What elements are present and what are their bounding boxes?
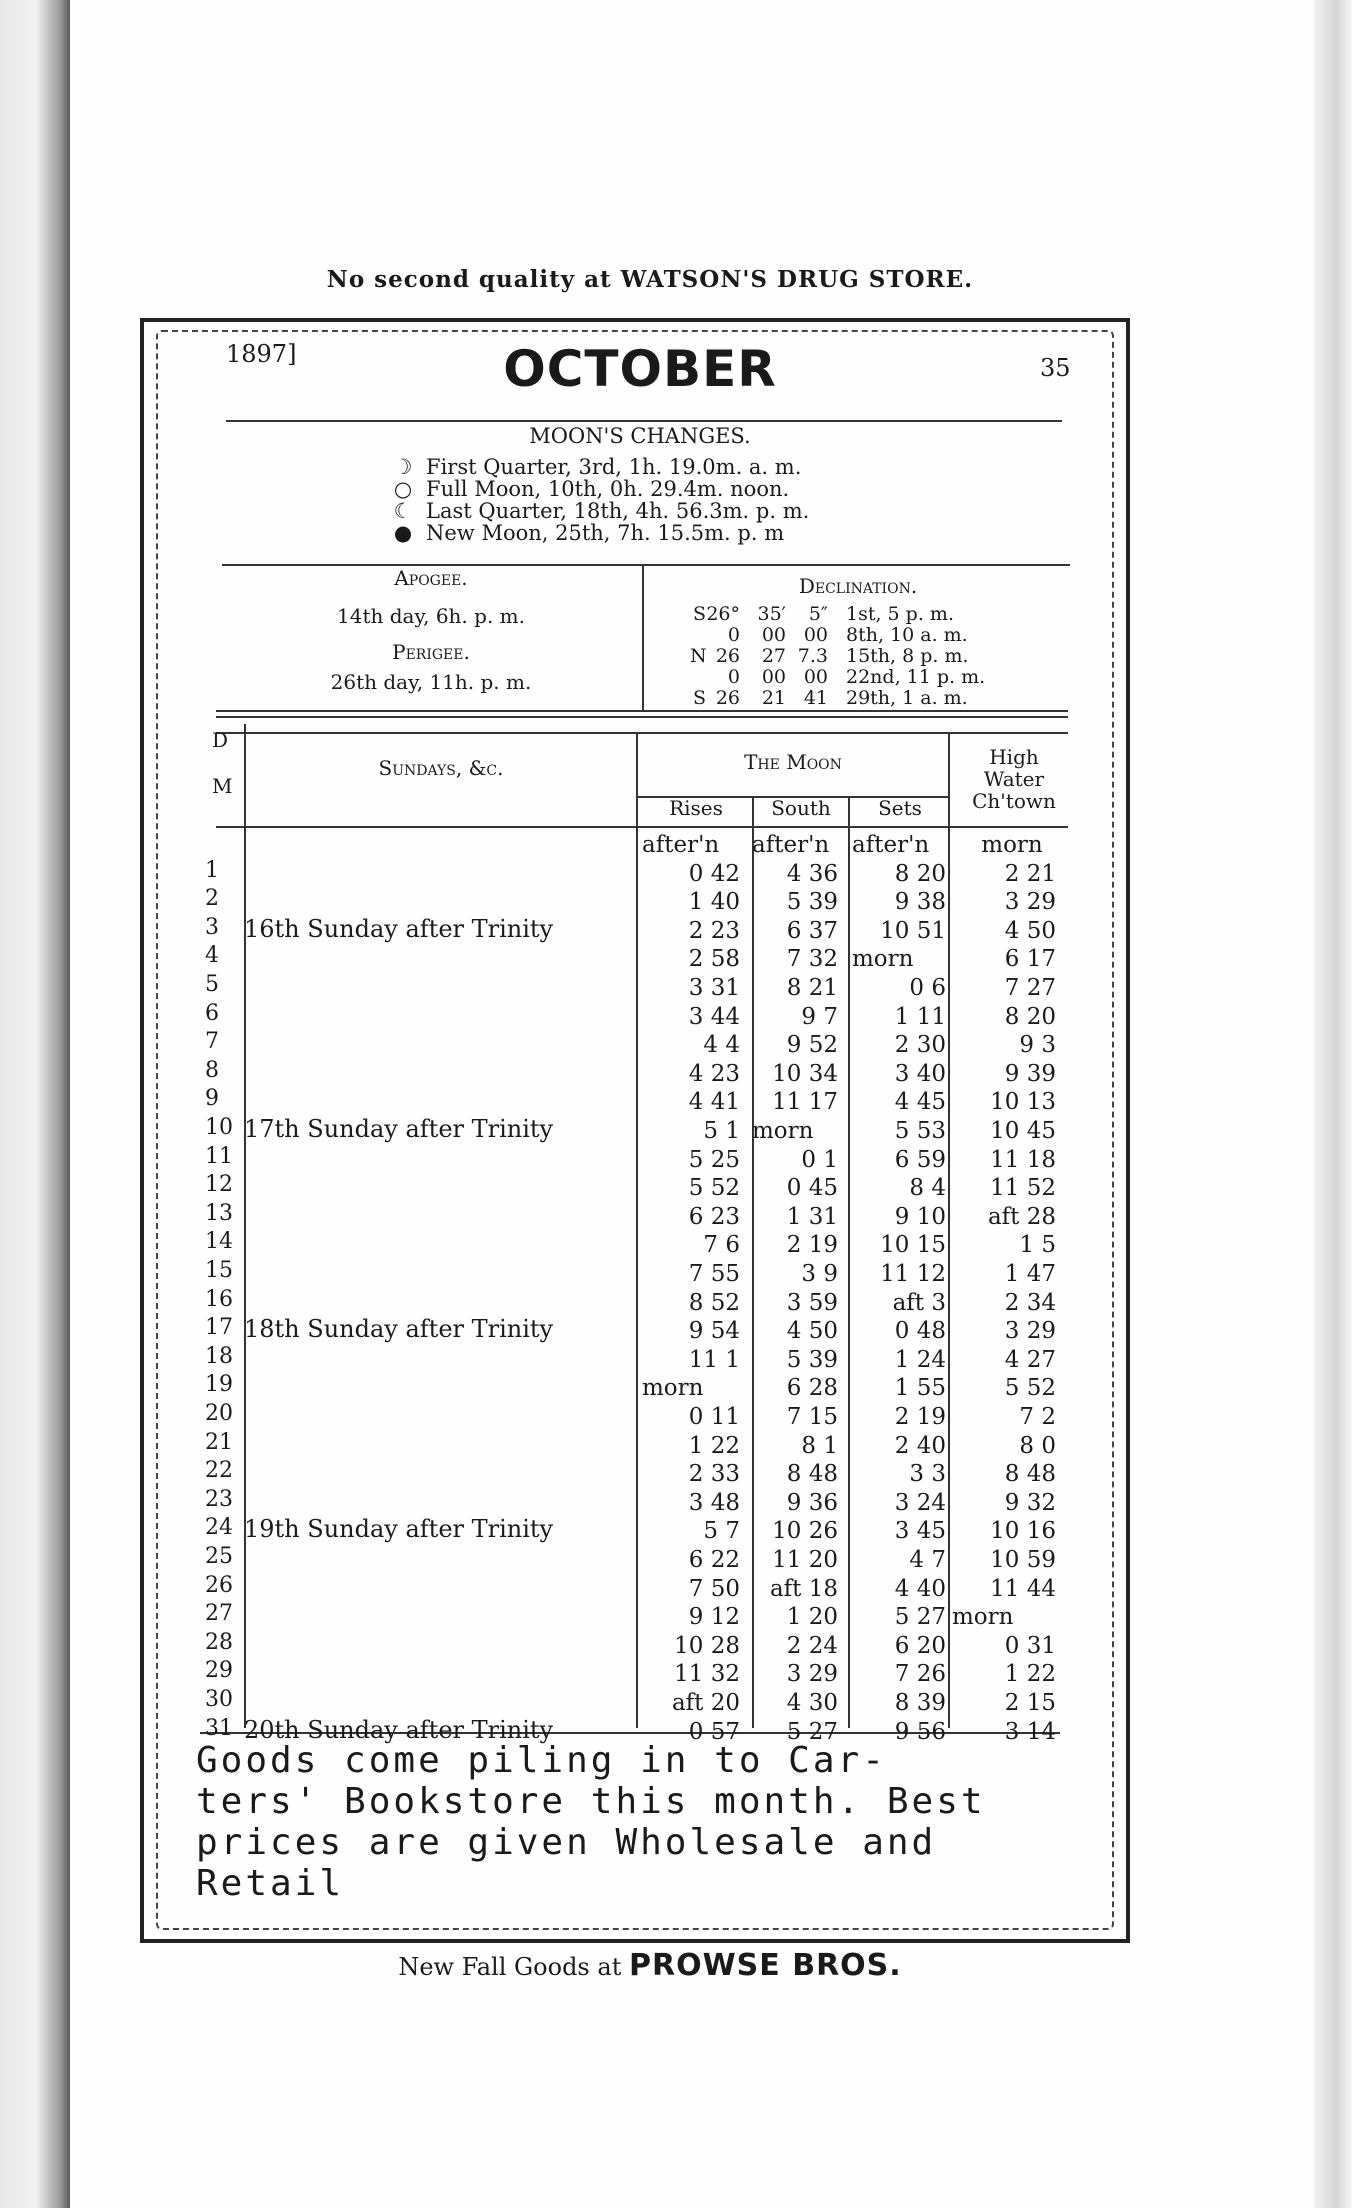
table-cell-s: 4 30 [786, 1690, 838, 1716]
table-cell-t: 2 19 [894, 1404, 946, 1430]
sunday-label: 18th Sunday after Trinity [244, 1315, 554, 1344]
table-cell-r: 0 57 [688, 1718, 740, 1745]
col-high-water-header [952, 746, 1076, 812]
day-number: 1 [205, 857, 219, 883]
table-cell-r: 9 54 [688, 1318, 740, 1345]
table-cell-s: 8 1 [801, 1432, 838, 1459]
divider [216, 826, 1068, 828]
moon-change-item [392, 478, 789, 500]
table-cell-r: 6 23 [688, 1203, 740, 1230]
column-divider [948, 732, 950, 1728]
col-d-header: D [212, 728, 229, 752]
table-cell-r: 2 23 [688, 917, 740, 944]
table-cell-s: 5 39 [786, 889, 838, 916]
declination-deg: 26 [715, 645, 740, 667]
table-cell-s: 0 1 [801, 1146, 838, 1173]
table-cell-w: 3 29 [1004, 889, 1056, 916]
table-cell-w: 10 45 [990, 1118, 1056, 1144]
table-cell-t: 2 40 [894, 1432, 946, 1459]
table-cell-w: 8 20 [1004, 1003, 1056, 1030]
year-label: 1897] [226, 340, 297, 368]
footer-text: New Fall Goods at [398, 1953, 622, 1981]
page-edge [1314, 0, 1352, 2208]
moon-change-item [392, 500, 809, 522]
sunday-label: 20th Sunday after Trinity [244, 1715, 554, 1744]
declination-sec: 41 [803, 687, 828, 709]
table-cell-r: aft 20 [671, 1690, 740, 1716]
day-number: 7 [205, 1029, 219, 1055]
day-number: 11 [205, 1143, 233, 1169]
table-cell-w: 3 29 [1004, 1318, 1056, 1345]
day-number: 27 [205, 1601, 233, 1627]
declination-sec: 5″ [808, 603, 828, 625]
table-cell-r: 4 41 [688, 1089, 740, 1116]
table-cell-w: 8 0 [1019, 1432, 1056, 1459]
declination-deg: 0 [727, 624, 740, 646]
table-cell-t: 2 30 [894, 1032, 946, 1059]
declination-min: 35′ [757, 603, 786, 625]
col-m-header: M [212, 774, 233, 798]
table-subheader: after'n [642, 832, 720, 858]
table-cell-t: 8 39 [894, 1690, 946, 1716]
declination-min: 27 [761, 645, 786, 667]
table-cell-r: morn [642, 1375, 704, 1402]
col-hw-line1: High [989, 745, 1039, 769]
table-cell-w: 6 17 [1004, 946, 1056, 973]
table-cell-t: 3 45 [894, 1518, 946, 1545]
table-cell-s: 10 34 [772, 1060, 838, 1087]
moon-phase-icon: ☽ [393, 455, 413, 479]
declination-dir: S [692, 603, 706, 625]
table-cell-r: 5 7 [703, 1518, 740, 1545]
sunday-label: 19th Sunday after Trinity [244, 1515, 554, 1544]
apogee-label: Apogee. [394, 566, 468, 590]
table-cell-s: 11 20 [772, 1547, 838, 1573]
sunday-label: 16th Sunday after Trinity [244, 914, 554, 943]
table-cell-r: 4 23 [688, 1060, 740, 1087]
day-number: 20 [205, 1401, 233, 1426]
table-cell-w: 4 27 [1004, 1346, 1056, 1373]
table-cell-s: 9 52 [786, 1032, 838, 1059]
moon-phase-icon: ● [393, 521, 413, 545]
table-cell-s: 3 29 [786, 1661, 838, 1688]
table-cell-w: 5 52 [1004, 1375, 1056, 1402]
declination-min: 00 [761, 624, 786, 646]
table-cell-t: 8 20 [894, 860, 946, 887]
moon-change-item [392, 522, 784, 544]
table-cell-r: 3 31 [688, 975, 740, 1001]
table-cell-r: 11 1 [688, 1346, 740, 1373]
moon-phase-icon: ○ [393, 477, 413, 501]
table-cell-w: 10 13 [990, 1089, 1056, 1116]
table-cell-w: 9 39 [1004, 1060, 1056, 1087]
table-cell-t: morn [852, 946, 914, 973]
table-cell-w: 7 27 [1004, 975, 1056, 1001]
table-cell-t: 4 40 [894, 1575, 946, 1602]
table-cell-t: 9 38 [894, 889, 946, 916]
ad-line: Goods come piling in to Car- [196, 1740, 887, 1781]
apogee-text: 14th day, 6h. p. m. [337, 604, 525, 628]
table-cell-s: 1 20 [786, 1604, 838, 1631]
table-cell-t: 9 56 [894, 1718, 946, 1745]
table-cell-w: 10 59 [990, 1547, 1056, 1573]
table-cell-t: 8 4 [909, 1175, 946, 1202]
day-number: 3 [205, 914, 219, 940]
table-cell-s: morn [752, 1118, 814, 1144]
table-cell-t: 11 12 [880, 1261, 946, 1287]
day-number: 2 [205, 886, 219, 912]
col-south-header: South [771, 796, 831, 820]
table-cell-s: 11 17 [772, 1089, 838, 1116]
declination-deg: 0 [727, 666, 740, 688]
table-cell-r: 11 32 [674, 1661, 740, 1688]
col-hw-line3: Ch'town [972, 789, 1056, 813]
book-spine-shadow [0, 0, 70, 2208]
day-number: 29 [205, 1658, 233, 1684]
table-cell-t: 10 51 [880, 917, 946, 944]
day-number: 23 [205, 1486, 233, 1512]
moon-changes-title: MOON'S CHANGES. [529, 424, 751, 448]
table-cell-w: 2 21 [1004, 860, 1056, 887]
column-divider [642, 564, 644, 712]
table-cell-t: 6 59 [894, 1146, 946, 1173]
table-cell-t: 5 53 [894, 1118, 946, 1144]
col-moon-header: The Moon [744, 750, 842, 774]
table-cell-t: 0 48 [894, 1318, 946, 1345]
table-cell-w: 9 3 [1019, 1032, 1056, 1059]
table-cell-r: 1 22 [688, 1432, 740, 1459]
declination-when: 8th, 10 a. m. [846, 624, 968, 646]
table-cell-s: 0 45 [786, 1175, 838, 1202]
col-rises-header: Rises [669, 796, 723, 820]
top-advertisement: No second quality at WATSON'S DRUG STORE. [326, 266, 974, 293]
moon-change-text: Full Moon, 10th, 0h. 29.4m. noon. [426, 477, 790, 501]
declination-dir: S [692, 687, 706, 709]
day-number: 31 [205, 1715, 233, 1741]
moon-change-text: First Quarter, 3rd, 1h. 19.0m. a. m. [426, 455, 802, 479]
table-cell-s: 8 21 [786, 975, 838, 1001]
column-divider [244, 724, 246, 1728]
table-cell-w: 2 15 [1004, 1690, 1056, 1716]
table-cell-w: 10 16 [990, 1518, 1056, 1545]
table-cell-r: 2 58 [688, 946, 740, 973]
day-number: 10 [205, 1115, 233, 1140]
day-number: 9 [205, 1086, 219, 1112]
table-cell-s: 9 7 [801, 1003, 838, 1030]
page-number: 35 [1040, 354, 1071, 382]
perigee-label: Perigee. [392, 640, 470, 664]
day-number: 26 [205, 1572, 233, 1598]
table-cell-w: 11 18 [990, 1146, 1056, 1173]
table-cell-w: 2 34 [1004, 1289, 1056, 1316]
table-cell-t: aft 3 [892, 1289, 946, 1316]
table-cell-s: 6 37 [786, 917, 838, 944]
day-number: 24 [205, 1515, 233, 1541]
table-cell-t: 1 24 [894, 1346, 946, 1373]
declination-deg: 26 [715, 687, 740, 709]
table-cell-r: 5 52 [688, 1175, 740, 1202]
table-cell-t: 4 45 [894, 1089, 946, 1116]
table-cell-t: 0 6 [909, 975, 946, 1001]
day-number: 22 [205, 1458, 233, 1484]
moon-phase-icon: ☾ [393, 499, 413, 523]
table-cell-r: 2 33 [688, 1461, 740, 1488]
table-cell-r: 0 42 [688, 860, 740, 887]
table-cell-t: 3 3 [909, 1461, 946, 1488]
table-cell-r: 5 25 [688, 1146, 740, 1173]
table-subheader: after'n [852, 832, 930, 858]
table-cell-r: 5 1 [703, 1118, 740, 1144]
table-cell-s: 7 15 [786, 1404, 838, 1430]
table-cell-r: 4 4 [703, 1032, 740, 1059]
table-cell-r: 10 28 [674, 1632, 740, 1659]
column-divider [848, 796, 850, 1728]
table-cell-s: 3 59 [786, 1289, 838, 1316]
table-cell-r: 7 50 [688, 1575, 740, 1602]
day-number: 30 [205, 1687, 233, 1712]
divider [216, 732, 1068, 734]
declination-label: Declination. [798, 574, 918, 598]
day-number: 28 [205, 1629, 233, 1655]
declination-when: 1st, 5 p. m. [846, 603, 954, 625]
declination-when: 29th, 1 a. m. [846, 687, 968, 709]
table-cell-s: 5 27 [786, 1718, 838, 1745]
table-cell-w: 8 48 [1004, 1461, 1056, 1488]
sunday-label: 17th Sunday after Trinity [244, 1115, 554, 1143]
ad-line: prices are given Wholesale and [196, 1822, 937, 1863]
declination-deg: 26° [706, 603, 740, 625]
table-cell-t: 1 55 [894, 1375, 946, 1402]
day-number: 4 [205, 943, 219, 969]
bottom-advertisement [196, 1740, 1096, 1904]
table-cell-w: 7 2 [1019, 1404, 1056, 1430]
declination-sec: 00 [803, 624, 828, 646]
day-number: 19 [205, 1372, 233, 1398]
column-divider [636, 732, 638, 1728]
table-cell-s: 7 32 [786, 946, 838, 973]
table-cell-s: aft 18 [769, 1575, 838, 1602]
table-cell-t: 3 24 [894, 1489, 946, 1516]
table-cell-w: 3 14 [1004, 1718, 1056, 1745]
perigee-text: 26th day, 11h. p. m. [330, 670, 532, 694]
declination-min: 00 [761, 666, 786, 688]
table-cell-r: 3 44 [688, 1003, 740, 1030]
moon-change-text: New Moon, 25th, 7h. 15.5m. p. m [426, 521, 785, 545]
table-subheader: after'n [752, 832, 830, 858]
declination-min: 21 [761, 687, 786, 709]
table-cell-w: 0 31 [1004, 1632, 1056, 1659]
day-number: 12 [205, 1172, 233, 1198]
declination-dir: N [690, 645, 707, 667]
table-cell-w: 1 22 [1004, 1661, 1056, 1688]
table-cell-s: 1 31 [786, 1203, 838, 1230]
day-number: 6 [205, 1000, 219, 1026]
table-cell-r: 0 11 [688, 1404, 740, 1430]
declination-sec: 00 [803, 666, 828, 688]
moon-change-text: Last Quarter, 18th, 4h. 56.3m. p. m. [426, 499, 810, 523]
day-number: 14 [205, 1229, 233, 1255]
month-title: OCTOBER [503, 340, 777, 398]
table-cell-s: 5 39 [786, 1346, 838, 1373]
declination-dir [690, 625, 706, 645]
table-cell-t: 10 15 [880, 1232, 946, 1259]
day-number: 13 [205, 1200, 233, 1226]
table-cell-w: 4 50 [1004, 917, 1056, 944]
divider [226, 420, 1062, 422]
col-sets-header: Sets [878, 796, 922, 820]
day-number: 15 [205, 1258, 233, 1283]
table-cell-r: 1 40 [688, 889, 740, 916]
day-number: 8 [205, 1057, 219, 1083]
table-cell-r: 9 12 [688, 1604, 740, 1631]
table-cell-t: 1 11 [894, 1003, 946, 1030]
declination-dir [690, 667, 706, 687]
table-cell-t: 7 26 [894, 1661, 946, 1688]
table-cell-s: 3 9 [801, 1261, 838, 1287]
table-cell-w: 9 32 [1004, 1489, 1056, 1516]
table-cell-r: 3 48 [688, 1489, 740, 1516]
table-cell-w: 11 52 [990, 1175, 1056, 1202]
table-cell-t: 4 7 [909, 1547, 946, 1573]
day-number: 21 [205, 1429, 233, 1455]
table-cell-w: aft 28 [987, 1203, 1056, 1230]
day-number: 17 [205, 1315, 233, 1341]
col-hw-line2: Water [983, 767, 1045, 791]
day-number: 25 [205, 1544, 233, 1569]
table-cell-s: 2 24 [786, 1632, 838, 1659]
moon-change-item [392, 456, 801, 478]
table-cell-s: 9 36 [786, 1489, 838, 1516]
day-number: 16 [205, 1286, 233, 1312]
footer-brand: PROWSE BROS. [628, 1948, 902, 1983]
table-cell-t: 9 10 [894, 1203, 946, 1230]
table-cell-w: morn [952, 1604, 1014, 1631]
table-cell-t: 3 40 [894, 1060, 946, 1087]
divider [216, 710, 1068, 712]
table-cell-s: 8 48 [786, 1461, 838, 1488]
footer-advertisement [0, 1948, 1300, 1983]
table-cell-r: 8 52 [688, 1289, 740, 1316]
table-cell-s: 2 19 [786, 1232, 838, 1259]
table-cell-w: 11 44 [990, 1575, 1056, 1602]
day-number: 18 [205, 1343, 233, 1369]
table-cell-s: 10 26 [772, 1518, 838, 1545]
declination-when: 15th, 8 p. m. [846, 645, 969, 667]
table-cell-r: 7 6 [703, 1232, 740, 1259]
table-cell-s: 4 50 [786, 1318, 838, 1345]
table-cell-t: 6 20 [894, 1632, 946, 1659]
table-subheader: morn [981, 832, 1043, 858]
table-cell-s: 4 36 [786, 860, 838, 887]
declination-when: 22nd, 11 p. m. [846, 666, 986, 688]
divider [216, 716, 1068, 718]
declination-sec: 7.3 [797, 645, 828, 667]
table-cell-r: 7 55 [688, 1261, 740, 1287]
table-cell-w: 1 47 [1004, 1261, 1056, 1287]
ad-line: Retail [196, 1863, 345, 1904]
col-sundays-header: Sundays, &c. [378, 756, 504, 780]
table-cell-s: 6 28 [786, 1375, 838, 1402]
table-cell-w: 1 5 [1019, 1232, 1056, 1259]
table-cell-r: 6 22 [688, 1547, 740, 1573]
day-number: 5 [205, 972, 219, 997]
ad-line: ters' Bookstore this month. Best [196, 1781, 986, 1822]
table-cell-t: 5 27 [894, 1604, 946, 1631]
